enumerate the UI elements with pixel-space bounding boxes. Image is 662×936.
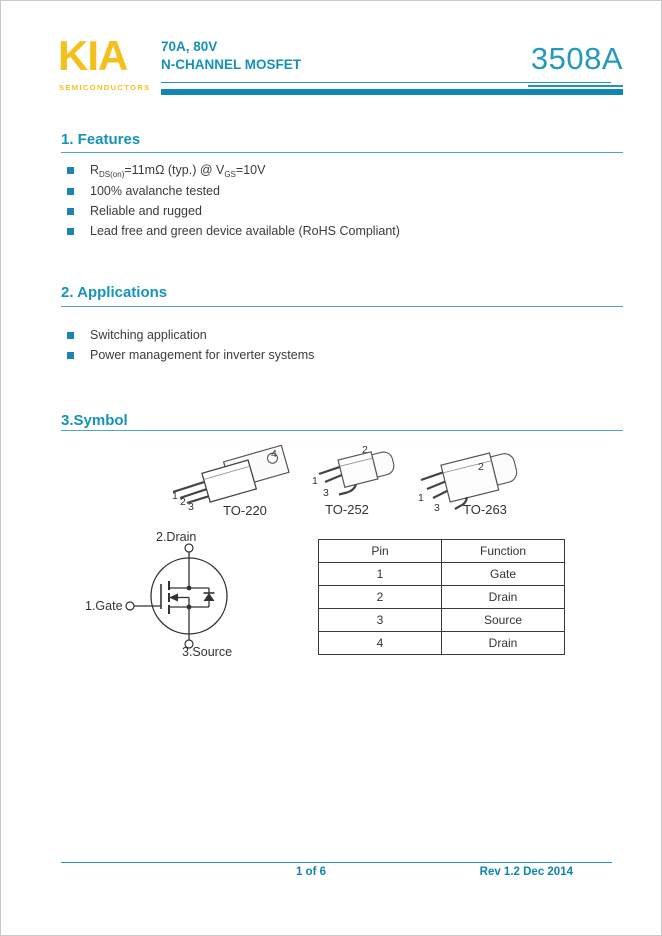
footer-rule bbox=[61, 862, 612, 863]
pin-number-cell: 2 bbox=[319, 586, 442, 609]
feature-text: 100% avalanche tested bbox=[90, 184, 220, 198]
table-row bbox=[319, 563, 565, 586]
feature-rdson: $R_{DS(on)}=11m\Omega$ (typ.) @ $V_{GS}=10V$ bbox=[90, 163, 266, 179]
to220-pin4-label: 4 bbox=[271, 448, 277, 460]
table-row bbox=[319, 632, 565, 655]
to220-pin1-label: 1 bbox=[172, 490, 178, 502]
to263-pin2-label: 2 bbox=[478, 461, 484, 473]
bullet-square-icon bbox=[67, 167, 74, 174]
header-rule-thin bbox=[161, 82, 611, 83]
bullet-square-icon bbox=[67, 208, 74, 215]
list-item bbox=[61, 225, 623, 238]
list-item bbox=[61, 164, 623, 178]
symbol-rule bbox=[61, 430, 623, 431]
bullet-square-icon bbox=[67, 332, 74, 339]
source-label: 3.Source bbox=[182, 645, 233, 659]
header-device-summary bbox=[161, 38, 301, 74]
to220-pin2-label: 2 bbox=[180, 496, 186, 508]
pin-column-header: Pin bbox=[319, 540, 442, 563]
to220-label: TO-220 bbox=[223, 503, 267, 518]
list-item bbox=[61, 205, 623, 218]
to252-pin2-label: 2 bbox=[362, 444, 368, 456]
application-text: Power management for inverter systems bbox=[90, 348, 315, 362]
bullet-square-icon bbox=[67, 188, 74, 195]
features-rule bbox=[61, 152, 623, 153]
drain-label: 2.Drain bbox=[156, 530, 197, 544]
gate-label: 1.Gate bbox=[85, 599, 123, 613]
to252-pin3-label: 3 bbox=[323, 487, 329, 499]
feature-text: Reliable and rugged bbox=[90, 204, 202, 218]
part-number: 3508A bbox=[530, 41, 623, 76]
to252-label: TO-252 bbox=[325, 502, 369, 517]
pin-function-cell: Drain bbox=[442, 632, 565, 655]
pin-number-cell: 1 bbox=[319, 563, 442, 586]
applications-list bbox=[61, 329, 623, 369]
header-rule-thick bbox=[161, 89, 623, 95]
part-number-underline bbox=[528, 85, 623, 87]
application-text: Switching application bbox=[90, 328, 207, 342]
pin-function-table bbox=[318, 539, 565, 655]
applications-rule bbox=[61, 306, 623, 307]
bullet-square-icon bbox=[67, 228, 74, 235]
pin-number-cell: 3 bbox=[319, 609, 442, 632]
pin-number-cell: 4 bbox=[319, 632, 442, 655]
applications-title: 2. Applications bbox=[61, 284, 168, 301]
list-item bbox=[61, 349, 623, 362]
features-title: 1. Features bbox=[61, 131, 141, 148]
list-item bbox=[61, 329, 623, 342]
pin-function-cell: Drain bbox=[442, 586, 565, 609]
bullet-square-icon bbox=[67, 352, 74, 359]
table-header-row bbox=[319, 540, 565, 563]
kia-logo: KIA bbox=[58, 32, 128, 79]
features-list bbox=[61, 164, 623, 245]
pin-function-cell: Source bbox=[442, 609, 565, 632]
page-number: 1 of 6 bbox=[295, 866, 327, 878]
pin-function-cell: Gate bbox=[442, 563, 565, 586]
to263-pin1-label: 1 bbox=[418, 492, 424, 504]
device-rating: 70A, 80V bbox=[161, 39, 218, 54]
mosfet-schematic-symbol bbox=[81, 529, 306, 664]
device-type: N-CHANNEL MOSFET bbox=[161, 57, 301, 72]
kia-logo-subtitle: SEMICONDUCTORS bbox=[59, 83, 151, 92]
table-row bbox=[319, 586, 565, 609]
to220-pin3-label: 3 bbox=[188, 501, 194, 513]
feature-text: Lead free and green device available (RoHS Compliant) bbox=[90, 224, 400, 238]
table-row bbox=[319, 609, 565, 632]
symbol-title: 3.Symbol bbox=[61, 412, 128, 429]
to263-pin3-label: 3 bbox=[434, 502, 440, 514]
revision-label: Rev 1.2 Dec 2014 bbox=[479, 866, 573, 878]
list-item bbox=[61, 185, 623, 198]
to252-pin1-label: 1 bbox=[312, 475, 318, 487]
to263-label: TO-263 bbox=[463, 502, 507, 517]
function-column-header: Function bbox=[442, 540, 565, 563]
